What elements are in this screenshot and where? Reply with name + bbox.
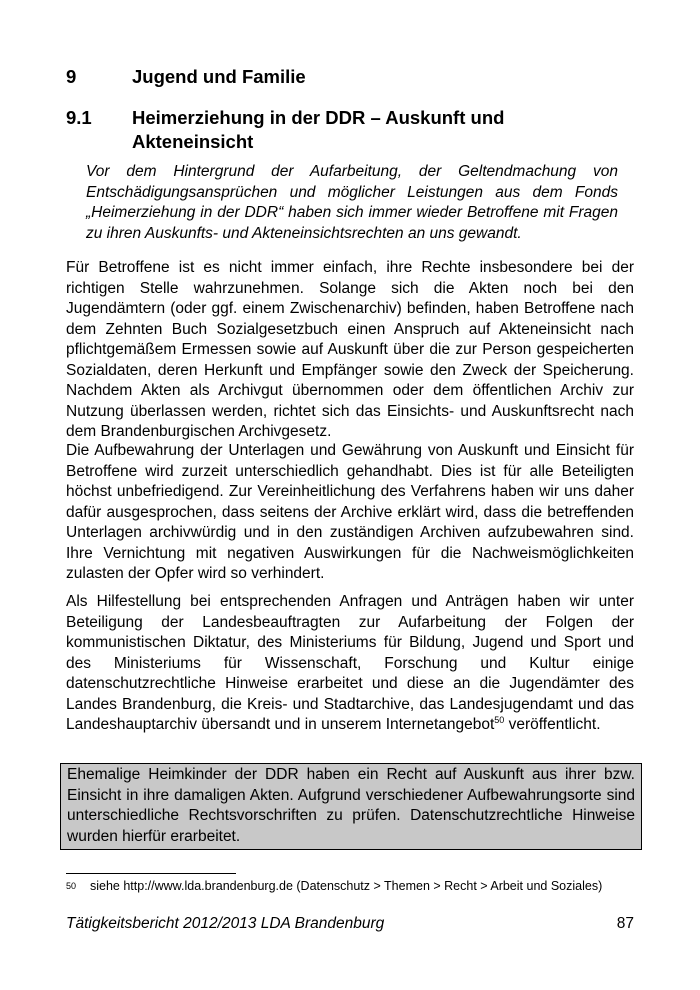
body-paragraph-2: Die Aufbewahrung der Unterlagen und Gewährung von Auskunft und Einsicht für Betroffene wird zurzeit unterschiedlich gehandhabt. Dies ist für alle Beteiligten höchst unbefriedigend. Zur Vereinheitlichung des Verfahrens haben wir uns daher dafür ausgesprochen, dass seitens der Archive erklärt wird, dass die betreffenden Unterlagen archivwürdig und in den zuständigen Archiven aufzubewahren sind. Ihre Vernichtung mit negativen Auswirkungen für die Nachweismöglichkeiten zulasten der Opfer wird so verhindert. (66, 442, 634, 582)
footnote-divider (66, 873, 236, 874)
section-heading (66, 106, 612, 154)
body-paragraph-1: Für Betroffene ist es nicht immer einfach, ihre Rechte insbesondere bei der richtigen Stelle wahrzunehmen. Solange sich die Akten noch bei den Jugendämtern (oder ggf. einem Zwischenarchiv) befinden, haben Betroffene nach dem Zehnten Buch Sozialgesetzbuch einen Anspruch auf Akteneinsicht nach pflichtgemäßem Ermessen sowie auf Auskunft über die zur Person gespeicherten Sozialdaten, deren Herkunft und Empfänger sowie den Zweck der Speicherung. Nachdem Akten als Archivgut übernommen oder dem öffentlichen Archiv zur Nutzung überlassen werden, richtet sich das Einsichts- und Auskunftsrecht nach dem Brandenburgischen Archivgesetz. (66, 259, 634, 440)
footnote (66, 878, 602, 894)
chapter-heading (66, 65, 612, 89)
body-paragraph-3-end: veröffentlicht. (504, 716, 601, 733)
page-footer (66, 914, 634, 934)
section-number: 9.1 (66, 107, 92, 128)
chapter-title: Jugend und Familie (132, 66, 306, 87)
footer-title: Tätigkeitsbericht 2012/2013 LDA Brandenburg (66, 915, 385, 932)
section-title: Heimerziehung in der DDR – Auskunft und Akteneinsicht (132, 107, 505, 152)
chapter-number: 9 (66, 66, 77, 87)
intro-paragraph: Vor dem Hintergrund der Aufarbeitung, der Geltendmachung von Entschädigungsansprüchen und möglicher Leistungen aus dem Fonds „Heimerziehung in der DDR“ haben sich immer wieder Betroffene mit Fragen zu ihren Auskunfts- und Akteneinsichtsrechten an uns gewandt. (86, 163, 618, 242)
footnote-reference[interactable]: 50 (494, 715, 505, 725)
page-number: 87 (616, 915, 634, 932)
summary-box: Ehemalige Heimkinder der DDR haben ein Recht auf Auskunft aus ihrer bzw. Einsicht in ihre damaligen Akten. Aufgrund verschiedener Aufbewahrungsorte sind unterschiedliche Rechtsvorschriften zu prüfen. Datenschutzrechtliche Hinweise wurden hierfür erarbeitet. (60, 763, 642, 850)
body-paragraph-3-text: Als Hilfestellung bei entsprechenden Anfragen und Anträgen haben wir unter Beteiligung der Landesbeauftragten zur Aufarbeitung der Folgen der kommunistischen Diktatur, des Ministeriums für Bildung, Jugend und Sport und des Ministeriums für Wissenschaft, Forschung und Kultur einige datenschutzrechtliche Hinweise erarbeitet und diese an die Jugendämter des Landes Brandenburg, die Kreis- und Stadtarchive, das Landesjugendamt und das Landeshauptarchiv übersandt und in unserem Internetangebot (66, 593, 634, 733)
body-paragraph-3 (66, 592, 634, 736)
footnote-number: 50 (66, 881, 77, 891)
footnote-text: siehe http://www.lda.brandenburg.de (Datenschutz > Themen > Recht > Arbeit und Soziales) (90, 879, 603, 893)
